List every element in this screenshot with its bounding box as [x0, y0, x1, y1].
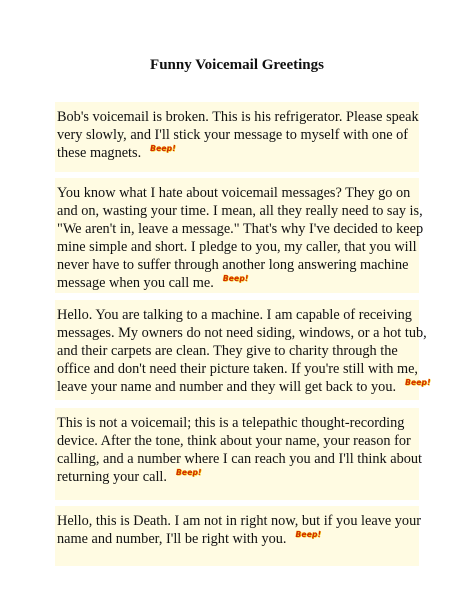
- greeting-line: calling, and a number where I can reach you and I'll think about: [57, 451, 423, 467]
- beep-sticker: Beep!: [405, 378, 431, 387]
- greeting-line: [57, 378, 431, 396]
- greeting-line-text: returning your call.: [57, 469, 167, 485]
- greeting-line: "We aren't in, leave a message." That's why I've decided to keep: [57, 221, 424, 237]
- greeting-paragraph: [55, 178, 424, 293]
- greeting-line-text: leave your name and number and they will get back to you.: [57, 379, 397, 395]
- greeting-line: Hello, this is Death. I am not in right now, but if you leave your: [57, 513, 421, 529]
- greeting-paragraph: [55, 506, 419, 566]
- greeting-paragraph: [55, 408, 423, 500]
- greeting-line: [57, 468, 415, 486]
- greeting-line: very slowly, and I'll stick your message to myself with one of: [57, 127, 409, 143]
- greeting-line-text: name and number, I'll be right with you.: [57, 531, 287, 547]
- beep-sticker: Beep!: [295, 530, 322, 539]
- greeting-line-text: message when you call me.: [57, 275, 214, 291]
- greeting-line: [57, 274, 415, 292]
- greeting-line: Bob's voicemail is broken. This is his refrigerator. Please speak: [57, 109, 419, 125]
- greeting-line: [57, 144, 415, 162]
- greeting-line: never have to suffer through another long answering machine: [57, 257, 409, 273]
- document-title: Funny Voicemail Greetings: [150, 57, 324, 73]
- beep-sticker: Beep!: [222, 274, 249, 283]
- greeting-line: office and don't need their picture taken. If you're still with me,: [57, 361, 419, 377]
- greeting-line-text: these magnets.: [57, 145, 142, 161]
- greeting-line: device. After the tone, think about your name, your reason for: [57, 433, 411, 449]
- greeting-paragraph: [55, 102, 419, 172]
- greeting-line: Hello. You are talking to a machine. I am capable of receiving: [57, 307, 412, 323]
- beep-sticker: Beep!: [175, 468, 202, 477]
- greeting-line: and on, wasting your time. I mean, all they really need to say is,: [57, 203, 423, 219]
- greeting-line: This is not a voicemail; this is a telepathic thought-recording: [57, 415, 405, 431]
- greeting-line: messages. My owners do not need siding, windows, or a hot tub,: [57, 325, 427, 341]
- greeting-paragraph: [55, 300, 431, 400]
- greeting-line: mine simple and short. I pledge to you, my caller, that you will: [57, 239, 417, 255]
- greeting-line: and their carpets are clean. They give to charity through the: [57, 343, 398, 359]
- beep-sticker: Beep!: [150, 144, 176, 153]
- greeting-line: [57, 530, 415, 548]
- greeting-line: You know what I hate about voicemail messages? They go on: [57, 185, 411, 201]
